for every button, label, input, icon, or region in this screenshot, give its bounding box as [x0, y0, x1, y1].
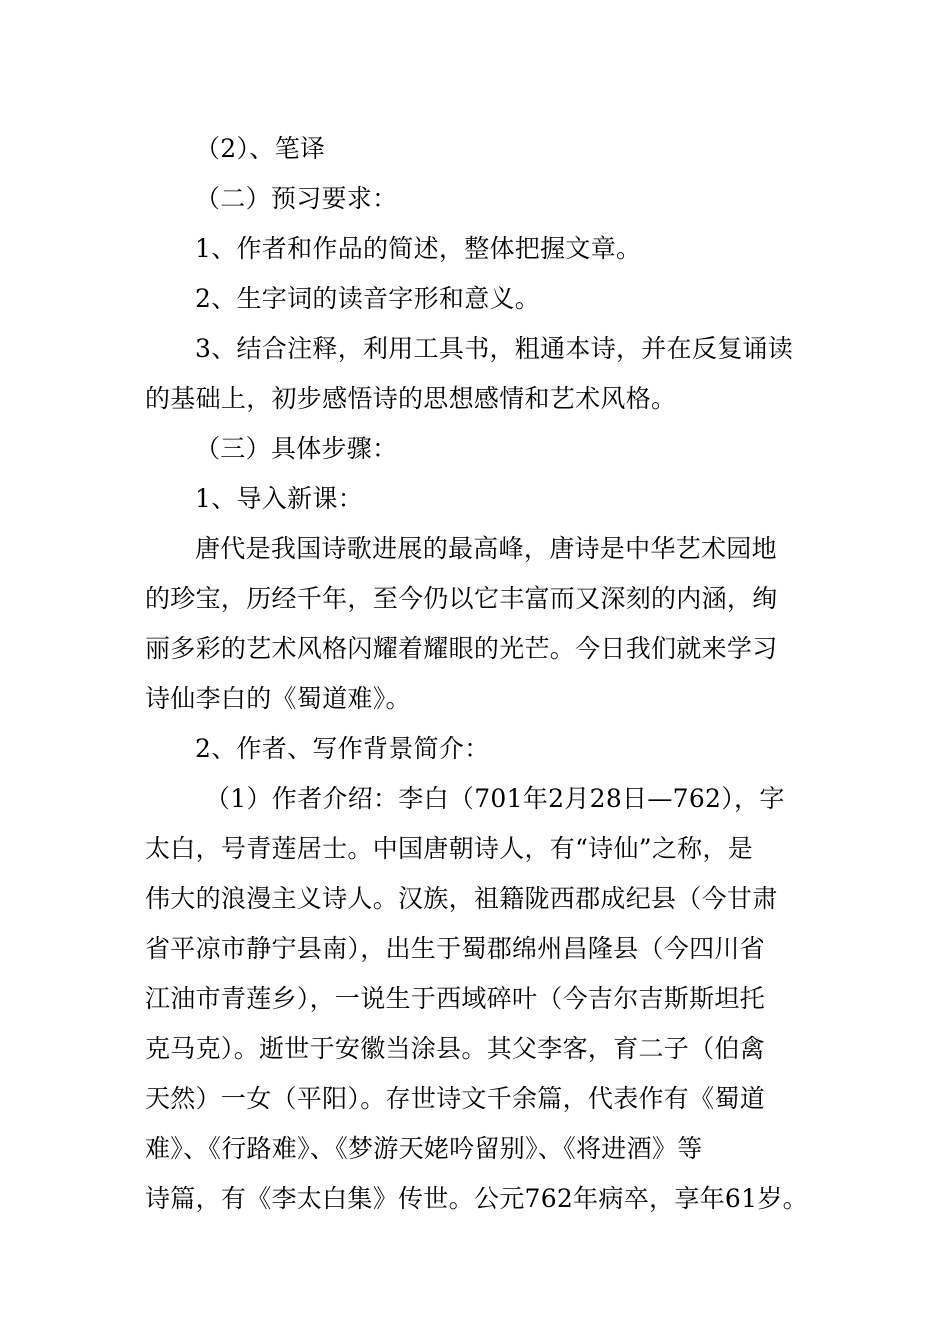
- author-paragraph-line-1: （1）作者介绍：李白（701年2月28日—762），字: [205, 784, 785, 813]
- author-paragraph-line-7: 天然）一女（平阳）。存世诗文千余篇，代表作有《蜀道: [145, 1084, 766, 1113]
- author-paragraph-line-9: 诗篇，有《李太白集》传世。公元762年病卒，享年61岁。: [145, 1184, 808, 1213]
- heading-written-translation: （2）、笔译: [195, 134, 326, 163]
- step-1-heading: 1、导入新课：: [195, 484, 364, 513]
- requirement-item-3-line-2: 的基础上，初步感悟诗的思想感情和艺术风格。: [145, 384, 677, 413]
- intro-paragraph-line-2: 的珍宝，历经千年，至今仍以它丰富而又深刻的内涵，绚: [145, 584, 778, 613]
- author-paragraph-line-5: 江油市青莲乡），一说生于西域碎叶（今吉尔吉斯斯坦托: [145, 984, 766, 1013]
- author-paragraph-line-3: 伟大的浪漫主义诗人。汉族，祖籍陇西郡成纪县（今甘肃: [145, 884, 778, 913]
- step-2-heading: 2、作者、写作背景简介：: [195, 734, 490, 763]
- intro-paragraph-line-4: 诗仙李白的《蜀道难》。: [145, 684, 411, 713]
- requirement-item-1: 1、作者和作品的简述，整体把握文章。: [195, 234, 642, 263]
- heading-specific-steps: （三）具体步骤：: [195, 434, 398, 463]
- requirement-item-3-line-1: 3、结合注释，利用工具书，粗通本诗，并在反复诵读: [195, 334, 794, 363]
- author-paragraph-line-4: 省平凉市静宁县南），出生于蜀郡绵州昌隆县（今四川省: [145, 934, 766, 963]
- intro-paragraph-line-1: 唐代是我国诗歌进展的最高峰，唐诗是中华艺术园地: [195, 534, 777, 563]
- intro-paragraph-line-3: 丽多彩的艺术风格闪耀着耀眼的光芒。今日我们就来学习: [145, 634, 778, 663]
- author-paragraph-line-2: 太白，号青莲居士。中国唐朝诗人，有“诗仙”之称，是: [145, 834, 754, 863]
- author-paragraph-line-8: 难》、《行路难》、《梦游天姥吟留别》、《将进酒》等: [145, 1134, 703, 1163]
- heading-preview-requirements: （二）预习要求：: [195, 184, 398, 213]
- author-paragraph-line-6: 克马克）。逝世于安徽当涂县。其父李客，育二子（伯禽: [145, 1034, 766, 1063]
- requirement-item-2: 2、生字词的读音字形和意义。: [195, 284, 541, 313]
